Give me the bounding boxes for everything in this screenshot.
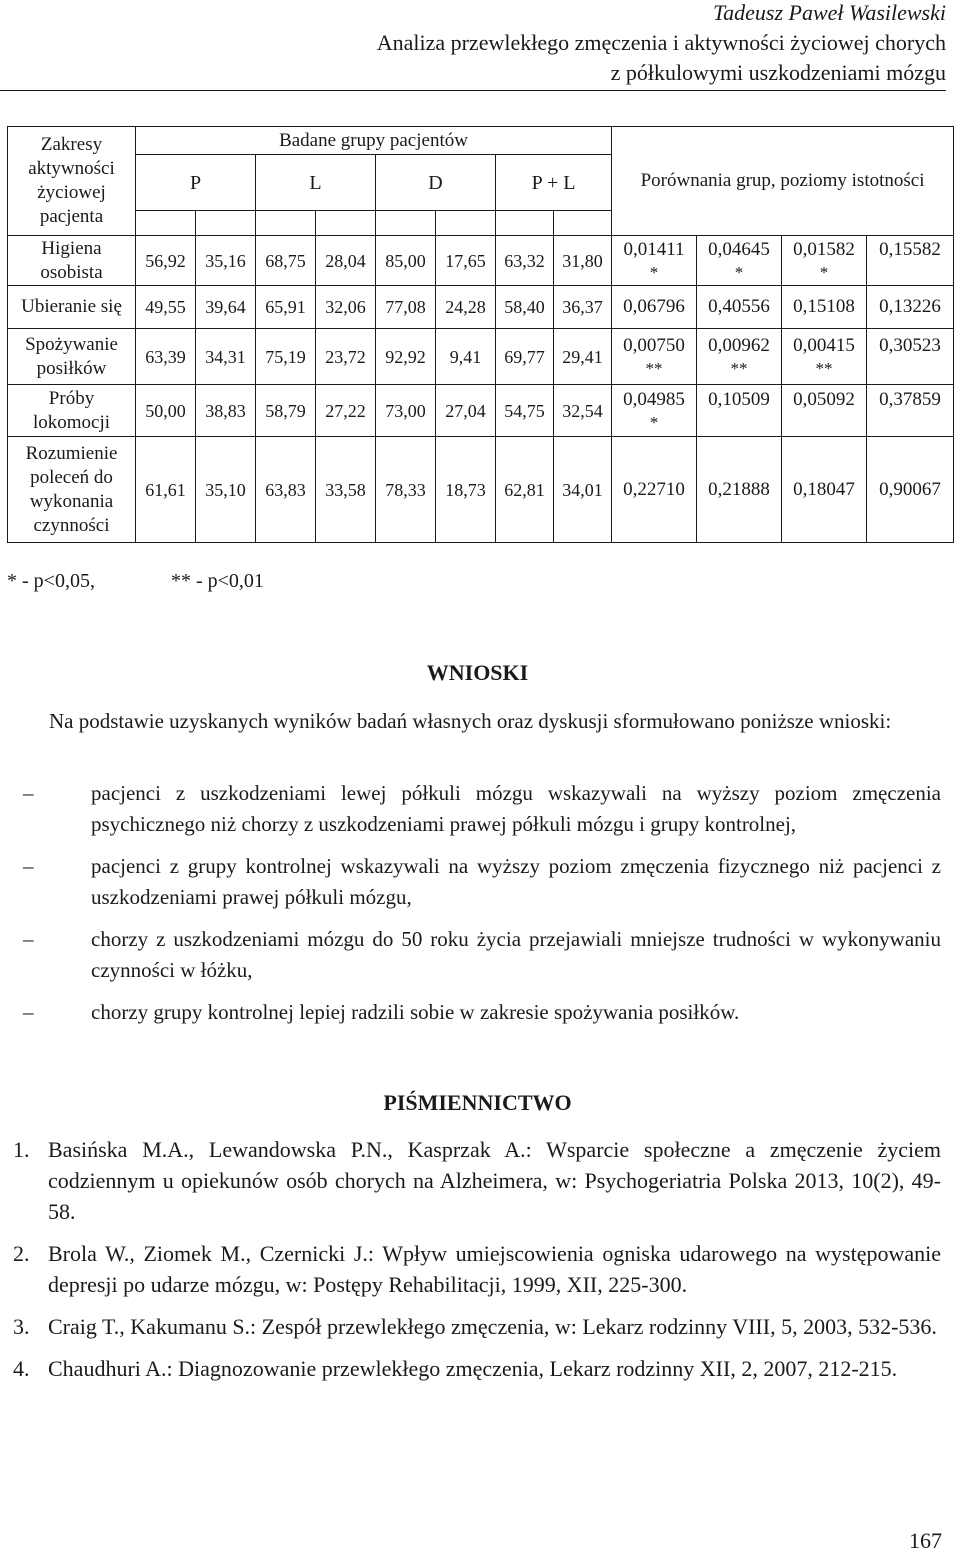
p-value: 0,90067 [867, 437, 954, 543]
groups-header: Badane grupy pacjentów [136, 127, 612, 155]
table-row [8, 437, 954, 543]
header-title-line-1: Analiza przewlekłego zmęczenia i aktywności życiowej chorych [376, 30, 946, 55]
conclusion-text: pacjenci z grupy kontrolnej wskazywali na wyższy poziom zmęczenia fizycznego niż pacjenci z uszkodzeniami prawej półkuli mózgu, [91, 854, 941, 909]
p-value: 0,05092 [793, 388, 855, 410]
p-value-cell [612, 236, 697, 286]
significance-mark [867, 412, 953, 434]
value-cell: 75,19 [256, 329, 316, 385]
conclusions-list [5, 778, 941, 1039]
p-value-cell [697, 236, 782, 286]
list-item [5, 1311, 941, 1342]
p-value-cell [782, 385, 867, 437]
list-item: – pacjenci z grupy kontrolnej wskazywali na wyższy poziom zmęczenia fizycznego niż pacjenci z uszkodzeniami prawej półkuli mózgu, [23, 854, 941, 909]
reference-number: 2. [13, 1241, 30, 1266]
significance-mark: ** [730, 358, 748, 378]
value-cell: 27,22 [316, 385, 376, 437]
value-cell: 28,04 [316, 236, 376, 286]
p-value: 0,01411 [623, 238, 685, 260]
value-cell: 61,61 [136, 437, 196, 543]
p-value: 0,18047 [782, 437, 867, 543]
significance-mark [697, 412, 781, 434]
p-value-cell [867, 236, 954, 286]
value-cell: 73,00 [376, 385, 436, 437]
header-rule [0, 90, 946, 91]
p-value: 0,13226 [867, 286, 954, 329]
group-header-d: D [376, 155, 496, 211]
p-value: 0,40556 [697, 286, 782, 329]
row-label: Higiena osobista [8, 236, 136, 286]
value-cell: 18,73 [436, 437, 496, 543]
p-value: 0,00415 [793, 334, 855, 356]
value-cell: 92,92 [376, 329, 436, 385]
value-cell: 58,79 [256, 385, 316, 437]
value-cell: 27,04 [436, 385, 496, 437]
significance-mark [782, 412, 866, 434]
list-item [5, 1353, 941, 1384]
row-label: Spożywanie posiłków [8, 329, 136, 385]
value-cell: 35,16 [196, 236, 256, 286]
value-cell: 68,75 [256, 236, 316, 286]
value-cell: 63,32 [496, 236, 554, 286]
significance-mark [867, 262, 953, 284]
conclusion-text: pacjenci z uszkodzeniami lewej półkuli mózgu wskazywali na wyższy poziom zmęczenia psychicznego niż chorzy z uszkodzeniami prawej półkuli mózgu i grupy kontrolnej, [91, 781, 941, 836]
p-value: 0,00750 [623, 334, 685, 356]
reference-text: Craig T., Kakumanu S.: Zespół przewlekłego zmęczenia, w: Lekarz rodzinny VIII, 5, 2003, 532-536. [48, 1314, 937, 1339]
significance-mark: ** [815, 358, 833, 378]
references-list [5, 1134, 941, 1395]
value-cell: 9,41 [436, 329, 496, 385]
list-item: – chorzy z uszkodzeniami mózgu do 50 roku życia przejawiali mniejsze trudności w wykonywaniu czynności w łóżku, [23, 927, 941, 982]
value-cell: 38,83 [196, 385, 256, 437]
group-header-l: L [256, 155, 376, 211]
page-number: 167 [909, 1528, 942, 1553]
conclusion-text: chorzy z uszkodzeniami mózgu do 50 roku życia przejawiali mniejsze trudności w wykonywaniu czynności w łóżku, [91, 927, 941, 982]
value-cell: 49,55 [136, 286, 196, 329]
results-table [7, 126, 954, 543]
value-cell: 63,83 [256, 437, 316, 543]
p-value: 0,04645 [708, 238, 770, 260]
legend-single-star: * - p<0,05, [7, 570, 95, 592]
table-row [8, 236, 954, 286]
significance-mark: * [819, 262, 829, 282]
value-cell: 32,06 [316, 286, 376, 329]
table-row [8, 329, 954, 385]
p-value: 0,30523 [879, 334, 941, 356]
p-value: 0,00962 [708, 334, 770, 356]
legend-double-star: ** - p<0,01 [170, 570, 264, 592]
value-cell: 56,92 [136, 236, 196, 286]
reference-text: Chaudhuri A.: Diagnozowanie przewlekłego zmęczenia, Lekarz rodzinny XII, 2, 2007, 212-215. [48, 1356, 898, 1381]
value-cell: 31,80 [554, 236, 612, 286]
list-item: – pacjenci z uszkodzeniami lewej półkuli mózgu wskazywali na wyższy poziom zmęczenia psychicznego niż chorzy z uszkodzeniami prawej półkuli mózgu i grupy kontrolnej, [23, 781, 941, 836]
p-value: 0,04985 [623, 388, 685, 410]
value-cell: 65,91 [256, 286, 316, 329]
reference-number: 1. [13, 1137, 30, 1162]
p-value: 0,01582 [793, 238, 855, 260]
group-header-p-plus-l: P + L [496, 155, 612, 211]
group-header-p: P [136, 155, 256, 211]
table-row [8, 385, 954, 437]
conclusions-intro [5, 706, 941, 736]
significance-mark: * [734, 262, 744, 282]
value-cell: 36,37 [554, 286, 612, 329]
header-title-line-2: z półkulowymi uszkodzeniami mózgu [610, 60, 946, 85]
reference-number: 4. [13, 1356, 30, 1381]
p-value-cell [697, 329, 782, 385]
significance-mark: ** [645, 358, 663, 378]
value-cell: 17,65 [436, 236, 496, 286]
references-heading: PIŚMIENNICTWO [383, 1090, 572, 1115]
p-value: 0,06796 [612, 286, 697, 329]
value-cell: 54,75 [496, 385, 554, 437]
list-item: – chorzy grupy kontrolnej lepiej radzili sobie w zakresie spożywania posiłków. [23, 1000, 740, 1024]
significance-legend [7, 570, 264, 593]
value-cell: 69,77 [496, 329, 554, 385]
p-value-cell [782, 329, 867, 385]
value-cell: 39,64 [196, 286, 256, 329]
value-cell: 23,72 [316, 329, 376, 385]
table-row [8, 286, 954, 329]
significance-mark [867, 358, 953, 380]
p-value-cell [782, 236, 867, 286]
list-item [5, 1238, 941, 1300]
p-value: 0,22710 [612, 437, 697, 543]
value-cell: 62,81 [496, 437, 554, 543]
value-cell: 32,54 [554, 385, 612, 437]
row-label: Ubieranie się [8, 286, 136, 329]
value-cell: 35,10 [196, 437, 256, 543]
comparison-header: Porównania grup, poziomy istotności [612, 127, 954, 236]
row-label: Próby lokomocji [8, 385, 136, 437]
value-cell: 85,00 [376, 236, 436, 286]
p-value: 0,15582 [879, 238, 941, 260]
p-value: 0,37859 [879, 388, 941, 410]
conclusion-text: chorzy grupy kontrolnej lepiej radzili sobie w zakresie spożywania posiłków. [91, 1000, 740, 1024]
significance-mark: * [649, 412, 659, 432]
p-value-cell [697, 385, 782, 437]
p-value-cell [612, 385, 697, 437]
row-label: Rozumienie poleceń do wykonania czynności [8, 437, 136, 543]
header-author: Tadeusz Paweł Wasilewski [712, 0, 946, 25]
significance-mark: * [649, 262, 659, 282]
value-cell: 34,31 [196, 329, 256, 385]
p-value-cell [867, 329, 954, 385]
value-cell: 24,28 [436, 286, 496, 329]
p-value-cell [612, 329, 697, 385]
value-cell: 58,40 [496, 286, 554, 329]
value-cell: 78,33 [376, 437, 436, 543]
intro-text: Na podstawie uzyskanych wyników badań własnych oraz dyskusji sformułowano poniższe wnioski: [49, 709, 892, 733]
value-cell: 33,58 [316, 437, 376, 543]
list-item [5, 1134, 941, 1227]
p-value: 0,15108 [782, 286, 867, 329]
p-value: 0,10509 [708, 388, 770, 410]
reference-text: Basińska M.A., Lewandowska P.N., Kasprzak A.: Wsparcie społeczne a zmęczenie życiem codziennym u opiekunów osób chorych na Alzheimera, w: Psychogeriatria Polska 2013, 10(2), 49-58. [48, 1137, 941, 1224]
conclusions-heading: WNIOSKI [426, 660, 529, 685]
value-cell: 63,39 [136, 329, 196, 385]
reference-number: 3. [13, 1314, 30, 1339]
value-cell: 77,08 [376, 286, 436, 329]
reference-text: Brola W., Ziomek M., Czernicki J.: Wpływ umiejscowienia ogniska udarowego na występowanie depresji po udarze mózgu, w: Postępy Rehabilitacji, 1999, XII, 225-300. [48, 1241, 941, 1297]
value-cell: 50,00 [136, 385, 196, 437]
p-value-cell [867, 385, 954, 437]
value-cell: 34,01 [554, 437, 612, 543]
corner-label: Zakresy aktywności życiowej pacjenta [8, 127, 136, 236]
p-value: 0,21888 [697, 437, 782, 543]
value-cell: 29,41 [554, 329, 612, 385]
